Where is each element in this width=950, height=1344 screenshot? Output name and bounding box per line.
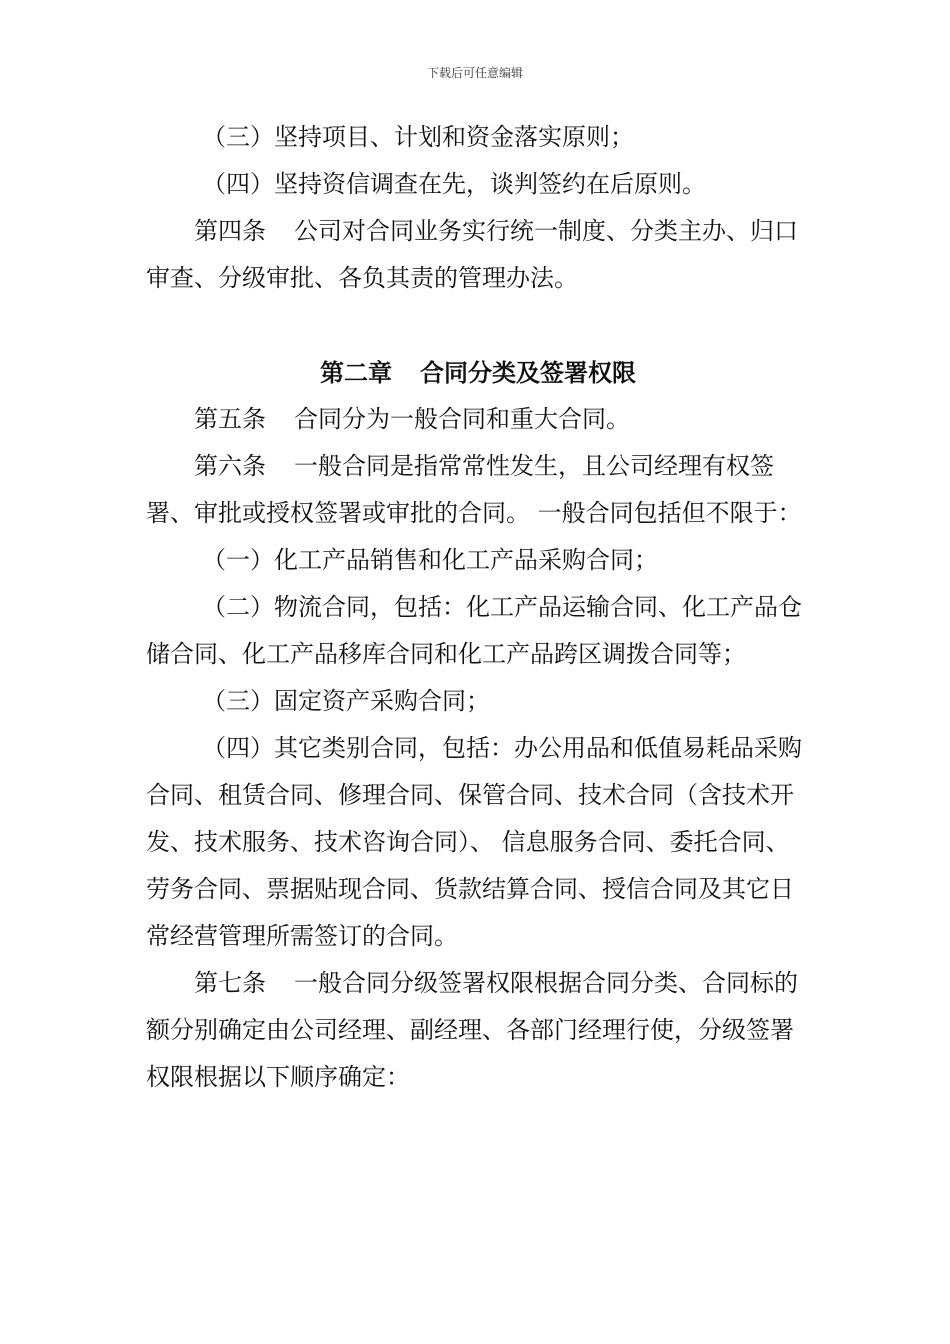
article-label: 第四条: [194, 217, 266, 245]
article-text: 公司对合同业务实行统一制度、分类主办、归口审查、分级审批、各负其责的管理办法。: [146, 217, 798, 292]
article-text: 合同分为一般合同和重大合同。: [294, 405, 630, 433]
chapter-heading: [146, 349, 810, 396]
article-five: [146, 396, 810, 443]
article-text: 一般合同分级签署权限根据合同分类、合同标的额分别确定由公司经理、副经理、各部门经理行使，分级签署权限根据以下顺序确定：: [146, 969, 798, 1091]
article-label: 第六条: [194, 452, 266, 480]
article-text: 一般合同是指常常性发生，且公司经理有权签署、审批或授权签署或审批的合同。 一般合同包括但不限于：: [146, 452, 802, 527]
list-item-four: （四）其它类别合同，包括：办公用品和低值易耗品采购合同、租赁合同、修理合同、保管合同、技术合同（含技术开发、技术服务、技术咨询合同）、 信息服务合同、委托合同、劳务合同、票据贴现合同、货款结算合同、授信合同及其它日常经营管理所需签订的合同。: [146, 734, 802, 950]
list-item-three: （三）固定资产采购合同；: [202, 687, 490, 715]
spacer: [146, 302, 810, 349]
article-label: 第五条: [194, 405, 266, 433]
article-six: [146, 443, 810, 537]
page-header: 下载后可任意编辑: [426, 66, 523, 80]
chapter-label: 第二章: [320, 358, 392, 387]
article-seven: [146, 960, 810, 1101]
clause-item-three: （三）坚持项目、计划和资金落实原则；: [202, 123, 634, 151]
article-four: [146, 208, 810, 302]
list-item-two: （二）物流合同，包括：化工产品运输合同、化工产品仓储合同、化工产品移库合同和化工产品跨区调拨合同等；: [146, 593, 802, 668]
clause-item-four: （四）坚持资信调查在先，谈判签约在后原则。: [202, 170, 706, 198]
article-label: 第七条: [194, 969, 266, 997]
list-item-one: （一）化工产品销售和化工产品采购合同；: [202, 546, 658, 574]
chapter-title: 合同分类及签署权限: [420, 358, 636, 387]
document-body: [146, 114, 810, 1101]
